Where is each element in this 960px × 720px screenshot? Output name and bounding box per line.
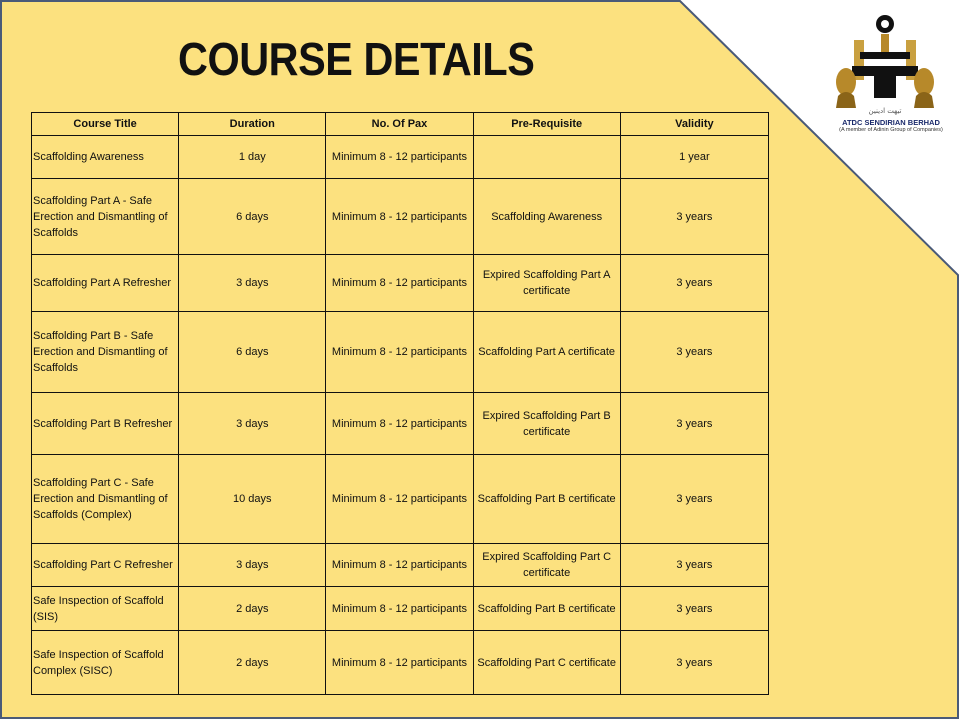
validity-cell: 3 years	[620, 455, 768, 544]
course-title-cell: Scaffolding Part B - Safe Erection and Dismantling of Scaffolds	[32, 312, 179, 393]
duration-cell: 6 days	[179, 179, 326, 255]
pax-cell: Minimum 8 - 12 participants	[326, 179, 473, 255]
validity-cell: 3 years	[620, 587, 768, 631]
course-title-cell: Safe Inspection of Scaffold (SIS)	[32, 587, 179, 631]
validity-cell: 3 years	[620, 393, 768, 455]
table-row	[32, 393, 769, 455]
validity-cell: 3 years	[620, 544, 768, 587]
pax-cell: Minimum 8 - 12 participants	[326, 455, 473, 544]
validity-cell: 3 years	[620, 312, 768, 393]
header-duration: Duration	[179, 113, 326, 136]
duration-cell: 3 days	[179, 544, 326, 587]
svg-text:ﺗﻴﻬﺖ ﺍﺩﻳﻨﻴﻦ: ﺗﻴﻬﺖ ﺍﺩﻳﻨﻴﻦ	[868, 107, 902, 115]
course-table	[31, 112, 769, 695]
duration-cell: 2 days	[179, 631, 326, 695]
validity-cell: 3 years	[620, 631, 768, 695]
table-row	[32, 587, 769, 631]
course-title-cell: Scaffolding Awareness	[32, 136, 179, 179]
duration-cell: 10 days	[179, 455, 326, 544]
header-course-title: Course Title	[32, 113, 179, 136]
table-row	[32, 255, 769, 312]
header-pre-requisite: Pre-Requisite	[473, 113, 620, 136]
prerequisite-cell: Expired Scaffolding Part A certificate	[473, 255, 620, 312]
course-title-cell: Scaffolding Part C - Safe Erection and Dismantling of Scaffolds (Complex)	[32, 455, 179, 544]
prerequisite-cell: Scaffolding Part C certificate	[473, 631, 620, 695]
header-no-of-pax: No. Of Pax	[326, 113, 473, 136]
pax-cell: Minimum 8 - 12 participants	[326, 544, 473, 587]
prerequisite-cell: Scaffolding Part B certificate	[473, 455, 620, 544]
duration-cell: 3 days	[179, 393, 326, 455]
company-subtitle: (A member of Adinin Group of Companies)	[839, 127, 943, 133]
table-row	[32, 631, 769, 695]
prerequisite-cell: Scaffolding Awareness	[473, 179, 620, 255]
prerequisite-cell: Expired Scaffolding Part B certificate	[473, 393, 620, 455]
course-title-cell: Safe Inspection of Scaffold Complex (SISC)	[32, 631, 179, 695]
duration-cell: 3 days	[179, 255, 326, 312]
pax-cell: Minimum 8 - 12 participants	[326, 255, 473, 312]
page-title: COURSE DETAILS	[178, 33, 535, 85]
course-title-cell: Scaffolding Part B Refresher	[32, 393, 179, 455]
company-name: ATDC SENDIRIAN BERHAD	[842, 118, 940, 127]
table-row	[32, 455, 769, 544]
validity-cell: 3 years	[620, 255, 768, 312]
prerequisite-cell: Scaffolding Part B certificate	[473, 587, 620, 631]
table-row	[32, 179, 769, 255]
prerequisite-cell	[473, 136, 620, 179]
prerequisite-cell: Scaffolding Part A certificate	[473, 312, 620, 393]
pax-cell: Minimum 8 - 12 participants	[326, 587, 473, 631]
header-validity: Validity	[620, 113, 768, 136]
course-title-cell: Scaffolding Part C Refresher	[32, 544, 179, 587]
table-row	[32, 312, 769, 393]
table-header-row	[32, 113, 769, 136]
validity-cell: 1 year	[620, 136, 768, 179]
table-row	[32, 544, 769, 587]
duration-cell: 1 day	[179, 136, 326, 179]
course-title-cell: Scaffolding Part A Refresher	[32, 255, 179, 312]
validity-cell: 3 years	[620, 179, 768, 255]
prerequisite-cell: Expired Scaffolding Part C certificate	[473, 544, 620, 587]
pax-cell: Minimum 8 - 12 participants	[326, 631, 473, 695]
course-title-cell: Scaffolding Part A - Safe Erection and Dismantling of Scaffolds	[32, 179, 179, 255]
pax-cell: Minimum 8 - 12 participants	[326, 136, 473, 179]
duration-cell: 6 days	[179, 312, 326, 393]
table-row	[32, 136, 769, 179]
pax-cell: Minimum 8 - 12 participants	[326, 393, 473, 455]
duration-cell: 2 days	[179, 587, 326, 631]
pax-cell: Minimum 8 - 12 participants	[326, 312, 473, 393]
